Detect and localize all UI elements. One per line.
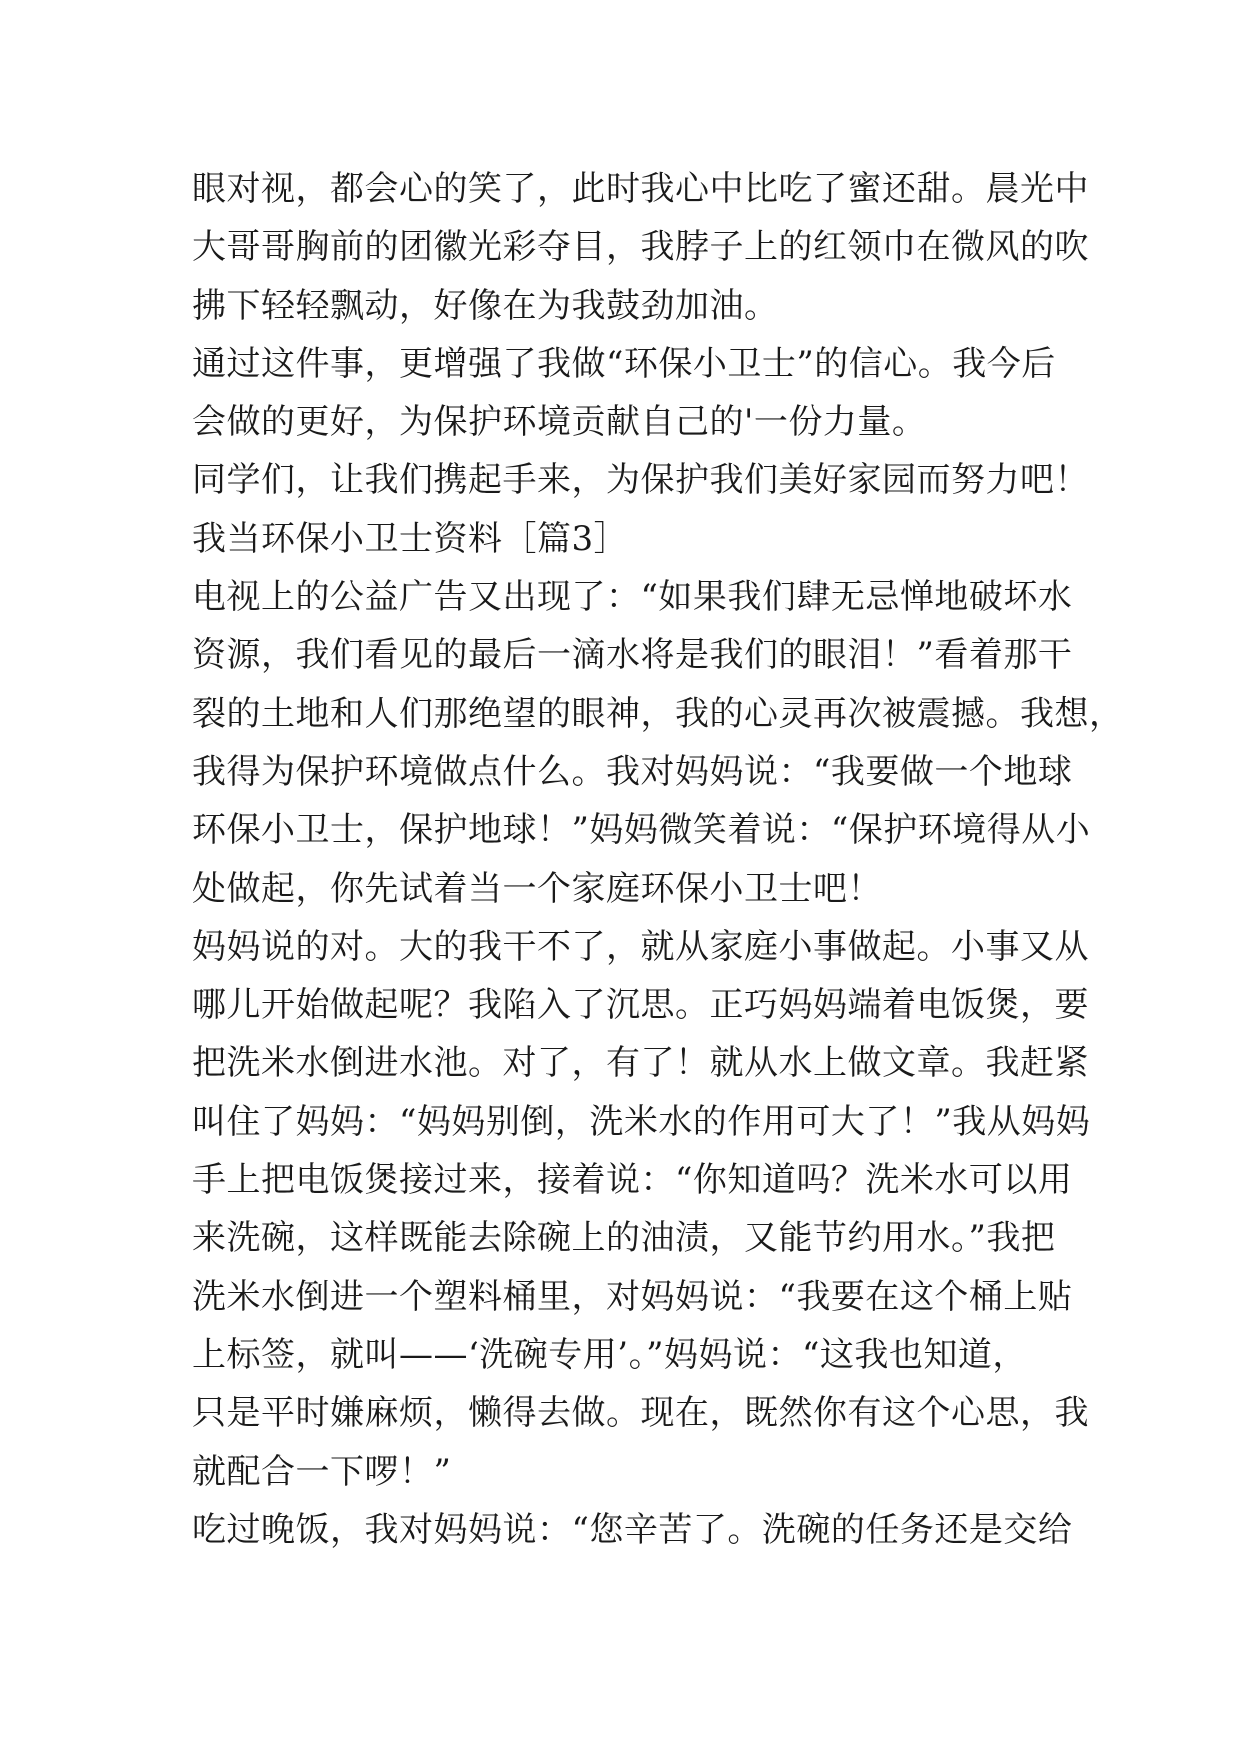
text-line: 大哥哥胸前的团徽光彩夺目，我脖子上的红领巾在微风的吹 xyxy=(192,227,1089,268)
text-line: 叫住了妈妈：“妈妈别倒，洗米水的作用可大了！”我从妈妈 xyxy=(192,1101,1091,1142)
text-line: 处做起，你先试着当一个家庭环保小卫士吧！ xyxy=(192,868,882,909)
text-line: 妈妈说的对。大的我干不了，就从家庭小事做起。小事又从 xyxy=(192,926,1089,967)
section-heading: 我当环保小卫士资料［篇3］ xyxy=(192,518,629,559)
text-line: 把洗米水倒进水池。对了，有了！就从水上做文章。我赶紧 xyxy=(192,1043,1089,1084)
text-line: 眼对视，都会心的笑了，此时我心中比吃了蜜还甜。晨光中 xyxy=(192,169,1089,209)
text-line: 就配合一下啰！” xyxy=(192,1451,452,1492)
text-line: 电视上的公益广告又出现了：“如果我们肆无忌惮地破坏水 xyxy=(192,577,1073,618)
text-line: 同学们，让我们携起手来，为保护我们美好家园而努力吧！ xyxy=(192,460,1089,501)
text-line: 拂下轻轻飘动，好像在为我鼓劲加油。 xyxy=(192,285,779,326)
text-line: 环保小卫士，保护地球！”妈妈微笑着说：“保护环境得从小 xyxy=(192,810,1091,851)
text-line: 手上把电饭煲接过来，接着说：“你知道吗？洗米水可以用 xyxy=(192,1160,1073,1201)
text-line: 裂的土地和人们那绝望的眼神，我的心灵再次被震撼。我想， xyxy=(192,693,1124,734)
text-line: 通过这件事，更增强了我做“环保小卫士”的信心。我今后 xyxy=(192,343,1056,384)
text-line: 哪儿开始做起呢？我陷入了沉思。正巧妈妈端着电饭煲，要 xyxy=(192,985,1089,1026)
text-line: 只是平时嫌麻烦，懒得去做。现在，既然你有这个心思，我 xyxy=(192,1393,1089,1434)
text-line: 来洗碗，这样既能去除碗上的油渍，又能节约用水。”我把 xyxy=(192,1218,1056,1259)
text-line: 上标签，就叫——‘洗碗专用’。”妈妈说：“这我也知道， xyxy=(192,1334,1027,1375)
text-line: 我得为保护环境做点什么。我对妈妈说：“我要做一个地球 xyxy=(192,751,1073,792)
text-line: 会做的更好，为保护环境贡献自己的'一份力量。 xyxy=(192,402,927,443)
text-line: 资源，我们看见的最后一滴水将是我们的眼泪！”看着那干 xyxy=(192,635,1073,676)
text-line: 吃过晚饭，我对妈妈说：“您辛苦了。洗碗的任务还是交给 xyxy=(192,1509,1073,1550)
document-body xyxy=(192,160,1124,1559)
text-line: 洗米水倒进一个塑料桶里，对妈妈说：“我要在这个桶上贴 xyxy=(192,1276,1073,1317)
